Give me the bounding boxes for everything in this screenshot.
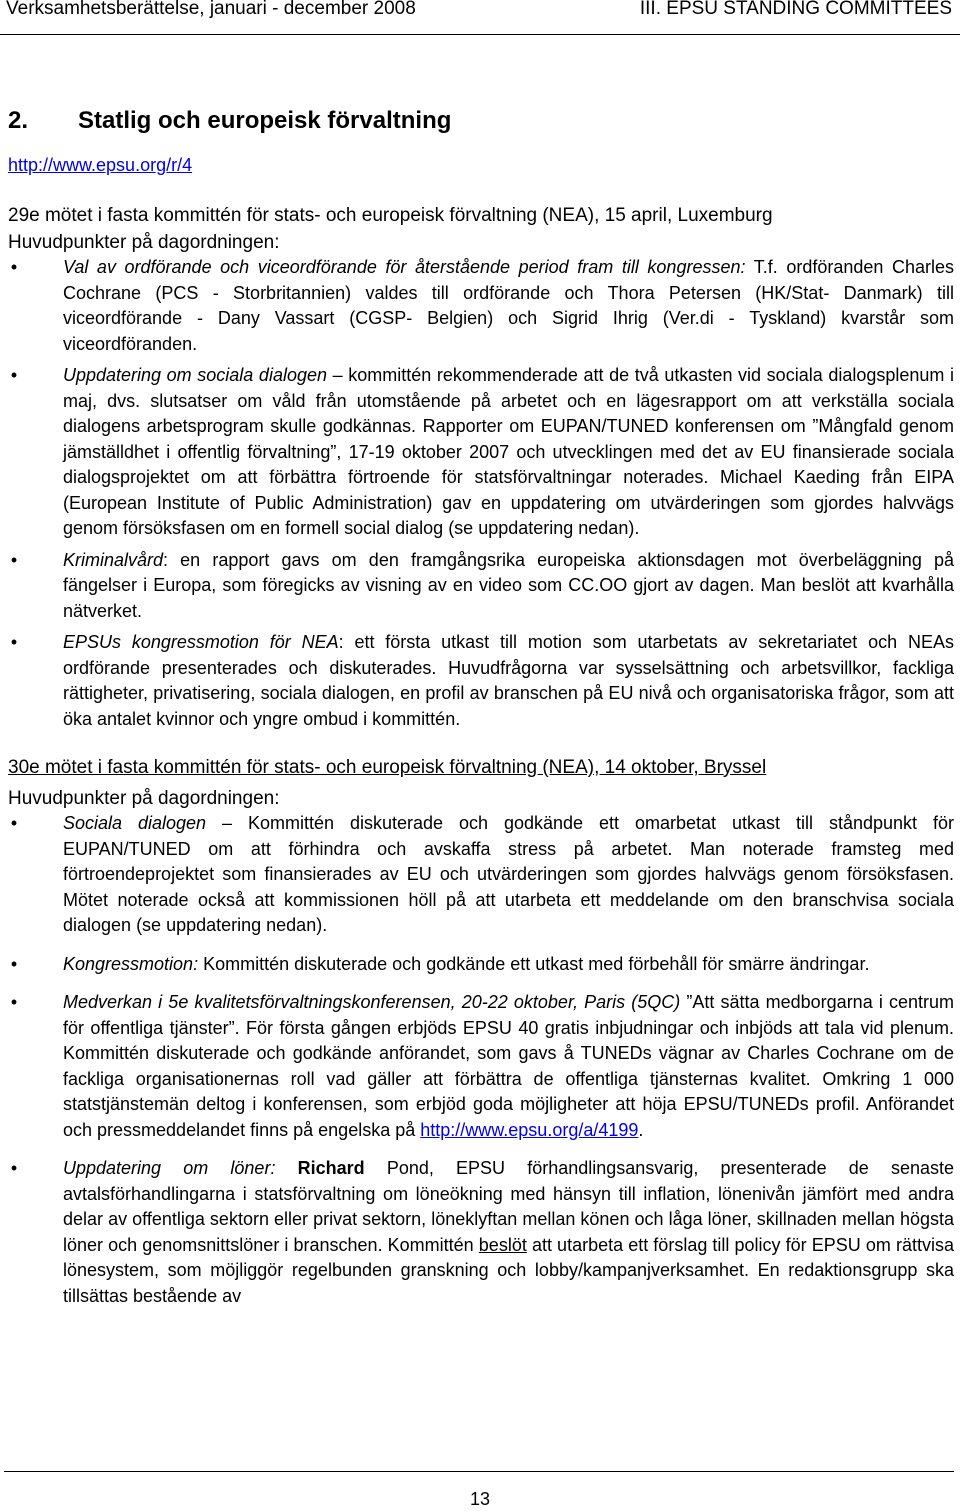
bullet-icon: • — [10, 257, 18, 277]
item-text: ”Att sätta medborgarna i centrum för offentliga tjänster”. För första gången erbjöds EPSU 40 gratis inbjudningar och inbjöds att tala vid plenum. Kommittén diskuterade och godkände anförandet, som gavs å TUNEDs vägnar av Charles Cochrane om de fackliga organisationernas roll vad gäller att förbättra de offentliga tjänsternas kvalitet. Omkring 1 000 statstjänstemän deltog i konferensen, som erbjöd goda möjligheter att höja EPSU/TUNEDs profil. Anförandet och pressmeddelandet finns på engelska på — [63, 992, 954, 1140]
item-text: : en rapport gavs om den framgångsrika europeiska aktionsdagen mot överbeläggning på fängelser i Europa, som föregicks av visning av en video som CC.OO gjort av dagen. Man beslöt att kvarhålla nätverket. — [63, 549, 954, 621]
item-text: Kommittén diskuterade och godkände ett utkast med förbehåll för smärre ändringar. — [198, 953, 870, 974]
meeting-1-agenda-list — [8, 255, 954, 732]
bullet-icon: • — [10, 1158, 18, 1178]
running-header — [0, 0, 960, 35]
bullet-icon: • — [10, 632, 18, 652]
item-bold-name: Richard — [297, 1158, 365, 1178]
item-underlined-word: beslöt — [478, 1234, 527, 1255]
meeting-2-agenda-label: Huvudpunkter på dagordningen: — [8, 788, 280, 809]
list-item — [8, 811, 954, 939]
footer-divider — [4, 1471, 954, 1472]
item-lead: Uppdatering om löner: — [63, 1158, 276, 1178]
header-chapter-title: III. EPSU STANDING COMMITTEES — [639, 0, 952, 19]
item-lead: Sociala dialogen — [63, 813, 207, 833]
header-report-title: Verksamhetsberättelse, januari - december 2008 — [6, 0, 416, 19]
bullet-icon: • — [10, 365, 18, 385]
bullet-icon: • — [10, 953, 18, 974]
item-text: – kommittén rekommenderade att de två utkasten vid sociala dialogsplenum i maj, dvs. slutsatser om våld från utomstående på arbetet och en lägesrapport om att verkställa sociala dialogens arbetsprogram skulle godkännas. Rapporter om EUPAN/TUNED konferensen om ”Mångfald genom jämställdhet i offentlig förvaltning”, 17-19 oktober 2007 och utvecklingen med det av EU finansierade sociala dialogsprojektet om att förbättra förtroende för statsförvaltningar noterades. Michael Kaeding från EIPA (European Institute of Public Administration) gav en uppdatering om utvärderingen som gjordes halvvägs genom försöksfasen om en formell social dialog (se uppdatering nedan). — [63, 365, 955, 538]
list-item — [8, 363, 954, 542]
section-number: 2. — [8, 107, 29, 134]
item-text-end: . — [638, 1119, 644, 1140]
list-item — [8, 548, 954, 625]
page-content — [8, 106, 954, 1309]
item-text-continued: att utarbeta ett förslag till policy för EPSU om rättvisa lönesystem, som möjliggör regelbunden granskning och lobby/kampanjverksamhet. En redaktionsgrupp ska tillsättas bestående av — [63, 1234, 954, 1306]
bullet-icon: • — [10, 992, 18, 1012]
item-lead: EPSUs kongressmotion för NEA — [63, 632, 339, 652]
item-lead: Medverkan i 5e kvalitetsförvaltningskonferensen, 20-22 oktober, Paris (5QC) — [63, 992, 681, 1012]
item-lead: Kriminalvård — [63, 549, 164, 570]
section-title-text: Statlig och europeisk förvaltning — [78, 107, 452, 134]
item-text: – Kommittén diskuterade och godkände ett omarbetat utkast till ståndpunkt för EUPAN/TUNED om att förhindra och avskaffa stress på arbetet. Man noterade framsteg med förtroendeprojektet som finansierades av EU och utvärderingen som gjordes halvvägs genom försöksfasen. Mötet noterade också att kommissionen höll på att utarbeta ett meddelande om den branschvisa sociala dialogen (se uppdatering nedan). — [63, 813, 954, 935]
meeting-2-heading: 30e mötet i fasta kommittén för stats- och europeisk förvaltning (NEA), 14 oktober, Bryssel — [8, 757, 767, 778]
item-text: Pond, EPSU förhandlingsansvarig, presenterade de senaste avtalsförhandlingarna i statsförvaltning om löneökning med hänsyn till inflation, lönenivån jämfört med andra delar av offentliga sektorn eller privat sektorn, löneklyftan mellan könen och låga löner, skillnaden mellan högsta löner och genomsnittslöner i branschen. Kommittén — [63, 1158, 954, 1255]
list-item — [8, 952, 954, 978]
page-number: 13 — [469, 1489, 491, 1509]
list-item — [8, 1156, 954, 1309]
press-release-link[interactable]: http://www.epsu.org/a/4199 — [420, 1119, 639, 1140]
bullet-icon: • — [10, 813, 18, 833]
list-item — [8, 255, 954, 357]
list-item — [8, 990, 954, 1143]
section-title — [8, 106, 954, 136]
list-item — [8, 630, 954, 732]
item-lead: Uppdatering om sociala dialogen — [63, 365, 327, 385]
item-lead: Val av ordförande och viceordförande för återstående period fram till kongressen: — [63, 257, 746, 277]
meeting-1-agenda-label: Huvudpunkter på dagordningen: — [8, 232, 280, 253]
item-text: T.f. ordföranden Charles Cochrane (PCS - Storbritannien) valdes till ordförande och Thora Petersen (HK/Stat- Danmark) till viceordförande - Dany Vassart (CGSP- Belgien) och Sigrid Ihrig (Ver.di - Tyskland) kvarstår som viceordföranden. — [63, 257, 954, 354]
bullet-icon: • — [10, 549, 18, 570]
section-link[interactable]: http://www.epsu.org/r/4 — [8, 155, 193, 175]
item-text: : ett första utkast till motion som utarbetats av sekretariatet och NEAs ordförande presenterades och diskuterades. Huvudfrågorna var sysselsättning och arbetsvillkor, fackliga rättigheter, privatisering, sociala dialogen, en profil av branschen på EU nivå och organisatoriska frågor, som att öka antalet kvinnor och yngre ombud i kommittén. — [63, 632, 955, 729]
meeting-1-heading: 29e mötet i fasta kommittén för stats- och europeisk förvaltning (NEA), 15 april, Luxemburg — [8, 205, 773, 226]
item-lead: Kongressmotion: — [63, 953, 199, 974]
meeting-2-agenda-list — [8, 811, 954, 1309]
